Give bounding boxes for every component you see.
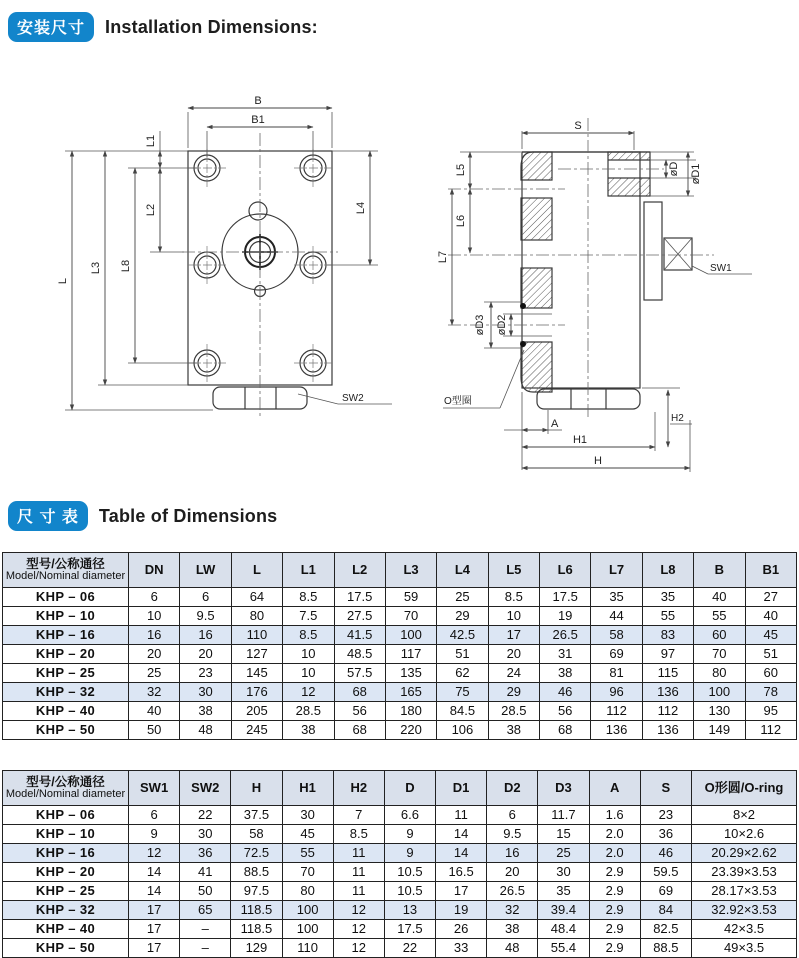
installation-drawing <box>0 55 799 480</box>
value-cell: 68 <box>334 721 385 740</box>
value-cell: 72.5 <box>231 844 282 863</box>
value-cell: 17.5 <box>540 588 591 607</box>
value-cell: 81 <box>591 664 642 683</box>
value-cell: 20 <box>129 645 180 664</box>
value-cell: 26.5 <box>540 626 591 645</box>
value-cell: 42.5 <box>437 626 488 645</box>
value-cell: 36 <box>180 844 231 863</box>
value-cell: 57.5 <box>334 664 385 683</box>
value-cell: 6 <box>129 588 180 607</box>
value-cell: 12 <box>333 901 384 920</box>
value-cell: 10×2.6 <box>692 825 797 844</box>
value-cell: 16 <box>487 844 538 863</box>
value-cell: 17 <box>129 939 180 958</box>
value-cell: 2.9 <box>589 920 640 939</box>
value-cell: 38 <box>283 721 334 740</box>
section-badge-cn: 尺 寸 表 <box>8 501 88 531</box>
value-cell: 110 <box>282 939 333 958</box>
dim-label-l5: L5 <box>455 163 467 177</box>
value-cell: 10 <box>129 607 180 626</box>
value-cell: 16 <box>180 626 231 645</box>
value-cell: 12 <box>333 939 384 958</box>
table-row <box>3 863 797 882</box>
side-view <box>437 118 752 472</box>
value-cell: 50 <box>180 882 231 901</box>
column-header: L8 <box>642 553 693 588</box>
column-header: DN <box>129 553 180 588</box>
column-header: S <box>640 771 691 806</box>
value-cell: 28.5 <box>283 702 334 721</box>
value-cell: 41 <box>180 863 231 882</box>
value-cell: 88.5 <box>231 863 282 882</box>
column-header: L2 <box>334 553 385 588</box>
dim-label-l: L <box>57 277 69 285</box>
value-cell: 8.5 <box>283 626 334 645</box>
value-cell: 11 <box>333 844 384 863</box>
value-cell: 136 <box>642 683 693 702</box>
dim-label-s: S <box>574 120 582 132</box>
section-title: Installation Dimensions: <box>105 16 318 37</box>
value-cell: 42×3.5 <box>692 920 797 939</box>
value-cell: 69 <box>640 882 691 901</box>
value-cell: 55 <box>642 607 693 626</box>
o-ring-section-dot <box>520 341 526 347</box>
dim-label-l1: L1 <box>145 134 157 148</box>
value-cell: 245 <box>231 721 282 740</box>
value-cell: 129 <box>231 939 282 958</box>
value-cell: 180 <box>385 702 436 721</box>
column-header: L6 <box>540 553 591 588</box>
table-row <box>3 844 797 863</box>
value-cell: 27 <box>745 588 797 607</box>
value-cell: 41.5 <box>334 626 385 645</box>
value-cell: 30 <box>282 806 333 825</box>
value-cell: 55 <box>694 607 745 626</box>
value-cell: 19 <box>436 901 487 920</box>
value-cell: 70 <box>385 607 436 626</box>
value-cell: 84 <box>640 901 691 920</box>
value-cell: 220 <box>385 721 436 740</box>
value-cell: 32 <box>487 901 538 920</box>
value-cell: 20 <box>180 645 231 664</box>
value-cell: 10 <box>488 607 539 626</box>
dimensions-table-1 <box>2 552 797 740</box>
value-cell: 55 <box>282 844 333 863</box>
dim-label-a: A <box>551 418 559 430</box>
value-cell: 96 <box>591 683 642 702</box>
value-cell: 70 <box>282 863 333 882</box>
value-cell: 33 <box>436 939 487 958</box>
dim-label-d: øD <box>668 161 680 177</box>
value-cell: 45 <box>282 825 333 844</box>
value-cell: 49×3.5 <box>692 939 797 958</box>
value-cell: 136 <box>591 721 642 740</box>
value-cell: 83 <box>642 626 693 645</box>
model-cell: KHP – 32 <box>3 901 129 920</box>
value-cell: 30 <box>538 863 589 882</box>
value-cell: – <box>180 939 231 958</box>
value-cell: 80 <box>694 664 745 683</box>
value-cell: – <box>180 920 231 939</box>
value-cell: 22 <box>384 939 435 958</box>
column-header: L <box>231 553 282 588</box>
value-cell: 70 <box>694 645 745 664</box>
value-cell: 40 <box>694 588 745 607</box>
value-cell: 38 <box>488 721 539 740</box>
value-cell: 100 <box>385 626 436 645</box>
value-cell: 136 <box>642 721 693 740</box>
dim-label-b: B <box>254 95 262 107</box>
model-cell: KHP – 32 <box>3 683 129 702</box>
column-header: H <box>231 771 282 806</box>
table-row <box>3 901 797 920</box>
dim-label-sw2: SW2 <box>342 393 364 404</box>
value-cell: 8×2 <box>692 806 797 825</box>
model-cell: KHP – 10 <box>3 825 129 844</box>
value-cell: 6.6 <box>384 806 435 825</box>
table-row <box>3 920 797 939</box>
column-header: SW2 <box>180 771 231 806</box>
table-row <box>3 664 797 683</box>
dim-label-h2: H2 <box>671 413 684 424</box>
value-cell: 117 <box>385 645 436 664</box>
column-header: H1 <box>282 771 333 806</box>
value-cell: 58 <box>591 626 642 645</box>
value-cell: 13 <box>384 901 435 920</box>
value-cell: 149 <box>694 721 745 740</box>
column-header: SW1 <box>129 771 180 806</box>
value-cell: 22 <box>180 806 231 825</box>
value-cell: 60 <box>694 626 745 645</box>
value-cell: 17 <box>129 920 180 939</box>
value-cell: 11 <box>333 882 384 901</box>
value-cell: 40 <box>745 607 797 626</box>
value-cell: 2.0 <box>589 844 640 863</box>
value-cell: 8.5 <box>283 588 334 607</box>
value-cell: 9 <box>384 825 435 844</box>
model-cell: KHP – 06 <box>3 806 129 825</box>
table-row <box>3 626 797 645</box>
value-cell: 118.5 <box>231 920 282 939</box>
column-header: B1 <box>745 553 797 588</box>
value-cell: 7.5 <box>283 607 334 626</box>
column-header: L7 <box>591 553 642 588</box>
value-cell: 23.39×3.53 <box>692 863 797 882</box>
dim-label-l4: L4 <box>355 201 367 215</box>
value-cell: 15 <box>538 825 589 844</box>
value-cell: 64 <box>231 588 282 607</box>
value-cell: 97 <box>642 645 693 664</box>
value-cell: 100 <box>282 901 333 920</box>
value-cell: 62 <box>437 664 488 683</box>
value-cell: 38 <box>487 920 538 939</box>
value-cell: 37.5 <box>231 806 282 825</box>
o-ring-section-dot <box>520 303 526 309</box>
dim-label-l3: L3 <box>90 261 102 275</box>
value-cell: 46 <box>540 683 591 702</box>
value-cell: 51 <box>745 645 797 664</box>
value-cell: 17.5 <box>334 588 385 607</box>
value-cell: 36 <box>640 825 691 844</box>
value-cell: 24 <box>488 664 539 683</box>
column-header: L3 <box>385 553 436 588</box>
column-header: D2 <box>487 771 538 806</box>
value-cell: 39.4 <box>538 901 589 920</box>
value-cell: 2.9 <box>589 901 640 920</box>
column-header-model: 型号/公称通径 Model/Nominal diameter <box>3 553 129 588</box>
value-cell: 29 <box>437 607 488 626</box>
table-row <box>3 825 797 844</box>
column-header: B <box>694 553 745 588</box>
dim-label-l8: L8 <box>120 259 132 273</box>
column-header: A <box>589 771 640 806</box>
column-header: L1 <box>283 553 334 588</box>
value-cell: 28.17×3.53 <box>692 882 797 901</box>
value-cell: 75 <box>437 683 488 702</box>
value-cell: 2.0 <box>589 825 640 844</box>
value-cell: 2.9 <box>589 863 640 882</box>
value-cell: 29 <box>488 683 539 702</box>
value-cell: 35 <box>538 882 589 901</box>
value-cell: 59 <box>385 588 436 607</box>
value-cell: 44 <box>591 607 642 626</box>
table-row <box>3 806 797 825</box>
mounting-flange-section <box>520 152 552 392</box>
dim-label-d2: øD2 <box>496 314 508 336</box>
model-cell: KHP – 16 <box>3 844 129 863</box>
section-badge-cn: 安装尺寸 <box>8 12 94 42</box>
value-cell: 10 <box>283 664 334 683</box>
value-cell: 14 <box>129 882 180 901</box>
value-cell: 50 <box>129 721 180 740</box>
value-cell: 17 <box>436 882 487 901</box>
dim-label-sw1: SW1 <box>710 263 732 274</box>
table-row <box>3 607 797 626</box>
dimensions-table-2 <box>2 770 797 958</box>
value-cell: 46 <box>640 844 691 863</box>
value-cell: 6 <box>180 588 231 607</box>
value-cell: 100 <box>282 920 333 939</box>
value-cell: 40 <box>129 702 180 721</box>
value-cell: 56 <box>334 702 385 721</box>
value-cell: 14 <box>436 825 487 844</box>
model-cell: KHP – 25 <box>3 882 129 901</box>
value-cell: 60 <box>745 664 797 683</box>
value-cell: 82.5 <box>640 920 691 939</box>
table-header-row <box>3 553 797 588</box>
value-cell: 6 <box>487 806 538 825</box>
model-cell: KHP – 25 <box>3 664 129 683</box>
value-cell: 48 <box>180 721 231 740</box>
value-cell: 95 <box>745 702 797 721</box>
value-cell: 48.4 <box>538 920 589 939</box>
table-row <box>3 702 797 721</box>
dim-label-h: H <box>594 455 602 467</box>
value-cell: 165 <box>385 683 436 702</box>
column-header: L5 <box>488 553 539 588</box>
value-cell: 45 <box>745 626 797 645</box>
value-cell: 30 <box>180 825 231 844</box>
table-row <box>3 588 797 607</box>
value-cell: 14 <box>129 863 180 882</box>
value-cell: 80 <box>282 882 333 901</box>
value-cell: 130 <box>694 702 745 721</box>
value-cell: 20.29×2.62 <box>692 844 797 863</box>
value-cell: 35 <box>591 588 642 607</box>
value-cell: 88.5 <box>640 939 691 958</box>
column-header: L4 <box>437 553 488 588</box>
value-cell: 11 <box>436 806 487 825</box>
value-cell: 8.5 <box>333 825 384 844</box>
model-cell: KHP – 06 <box>3 588 129 607</box>
value-cell: 205 <box>231 702 282 721</box>
value-cell: 11.7 <box>538 806 589 825</box>
dim-label-d1: øD1 <box>690 163 702 185</box>
value-cell: 9 <box>384 844 435 863</box>
column-header: H2 <box>333 771 384 806</box>
value-cell: 127 <box>231 645 282 664</box>
value-cell: 69 <box>591 645 642 664</box>
column-header: D <box>384 771 435 806</box>
value-cell: 25 <box>129 664 180 683</box>
value-cell: 10 <box>283 645 334 664</box>
value-cell: 106 <box>437 721 488 740</box>
value-cell: 48.5 <box>334 645 385 664</box>
value-cell: 27.5 <box>334 607 385 626</box>
value-cell: 11 <box>333 863 384 882</box>
value-cell: 30 <box>180 683 231 702</box>
value-cell: 1.6 <box>589 806 640 825</box>
value-cell: 58 <box>231 825 282 844</box>
model-cell: KHP – 50 <box>3 721 129 740</box>
dim-label-b1: B1 <box>251 114 265 126</box>
table-row <box>3 882 797 901</box>
value-cell: 10.5 <box>384 863 435 882</box>
model-cell: KHP – 40 <box>3 920 129 939</box>
value-cell: 25 <box>437 588 488 607</box>
value-cell: 48 <box>487 939 538 958</box>
value-cell: 25 <box>538 844 589 863</box>
value-cell: 9 <box>129 825 180 844</box>
value-cell: 112 <box>591 702 642 721</box>
value-cell: 7 <box>333 806 384 825</box>
value-cell: 23 <box>180 664 231 683</box>
dim-label-l2: L2 <box>145 203 157 217</box>
value-cell: 78 <box>745 683 797 702</box>
value-cell: 65 <box>180 901 231 920</box>
value-cell: 68 <box>334 683 385 702</box>
table-row <box>3 683 797 702</box>
value-cell: 19 <box>540 607 591 626</box>
value-cell: 110 <box>231 626 282 645</box>
column-header: LW <box>180 553 231 588</box>
value-cell: 38 <box>540 664 591 683</box>
value-cell: 51 <box>437 645 488 664</box>
column-header-model: 型号/公称通径 Model/Nominal diameter <box>3 771 129 806</box>
value-cell: 8.5 <box>488 588 539 607</box>
value-cell: 9.5 <box>487 825 538 844</box>
section-header-installation <box>8 12 318 42</box>
dim-label-d3: øD3 <box>474 314 486 336</box>
dim-label-l7: L7 <box>437 250 449 264</box>
value-cell: 16.5 <box>436 863 487 882</box>
section-header-table <box>8 501 277 531</box>
value-cell: 135 <box>385 664 436 683</box>
value-cell: 112 <box>642 702 693 721</box>
value-cell: 112 <box>745 721 797 740</box>
value-cell: 2.9 <box>589 939 640 958</box>
value-cell: 26.5 <box>487 882 538 901</box>
value-cell: 31 <box>540 645 591 664</box>
model-cell: KHP – 20 <box>3 863 129 882</box>
value-cell: 55.4 <box>538 939 589 958</box>
front-view <box>57 95 392 416</box>
value-cell: 10.5 <box>384 882 435 901</box>
value-cell: 17 <box>129 901 180 920</box>
dim-label-l6: L6 <box>455 214 467 228</box>
value-cell: 2.9 <box>589 882 640 901</box>
column-header: O形圆/O-ring <box>692 771 797 806</box>
value-cell: 115 <box>642 664 693 683</box>
value-cell: 12 <box>129 844 180 863</box>
value-cell: 59.5 <box>640 863 691 882</box>
value-cell: 20 <box>487 863 538 882</box>
value-cell: 12 <box>283 683 334 702</box>
value-cell: 56 <box>540 702 591 721</box>
model-cell: KHP – 16 <box>3 626 129 645</box>
value-cell: 28.5 <box>488 702 539 721</box>
table-header-row <box>3 771 797 806</box>
value-cell: 118.5 <box>231 901 282 920</box>
sw1-nut-section <box>664 238 692 270</box>
dim-label-h1: H1 <box>572 434 588 446</box>
value-cell: 32 <box>129 683 180 702</box>
model-cell: KHP – 10 <box>3 607 129 626</box>
value-cell: 84.5 <box>437 702 488 721</box>
value-cell: 20 <box>488 645 539 664</box>
value-cell: 14 <box>436 844 487 863</box>
dim-label-o-ring: O型圈 <box>444 396 472 407</box>
value-cell: 26 <box>436 920 487 939</box>
section-title: Table of Dimensions <box>98 505 278 526</box>
column-header: D3 <box>538 771 589 806</box>
table-row <box>3 721 797 740</box>
value-cell: 100 <box>694 683 745 702</box>
value-cell: 145 <box>231 664 282 683</box>
value-cell: 17.5 <box>384 920 435 939</box>
value-cell: 17 <box>488 626 539 645</box>
value-cell: 97.5 <box>231 882 282 901</box>
value-cell: 16 <box>129 626 180 645</box>
value-cell: 9.5 <box>180 607 231 626</box>
model-cell: KHP – 20 <box>3 645 129 664</box>
model-cell: KHP – 50 <box>3 939 129 958</box>
value-cell: 38 <box>180 702 231 721</box>
value-cell: 23 <box>640 806 691 825</box>
table-row <box>3 645 797 664</box>
value-cell: 32.92×3.53 <box>692 901 797 920</box>
column-header: D1 <box>436 771 487 806</box>
value-cell: 80 <box>231 607 282 626</box>
value-cell: 6 <box>129 806 180 825</box>
value-cell: 176 <box>231 683 282 702</box>
value-cell: 35 <box>642 588 693 607</box>
table-row <box>3 939 797 958</box>
value-cell: 68 <box>540 721 591 740</box>
model-cell: KHP – 40 <box>3 702 129 721</box>
value-cell: 12 <box>333 920 384 939</box>
